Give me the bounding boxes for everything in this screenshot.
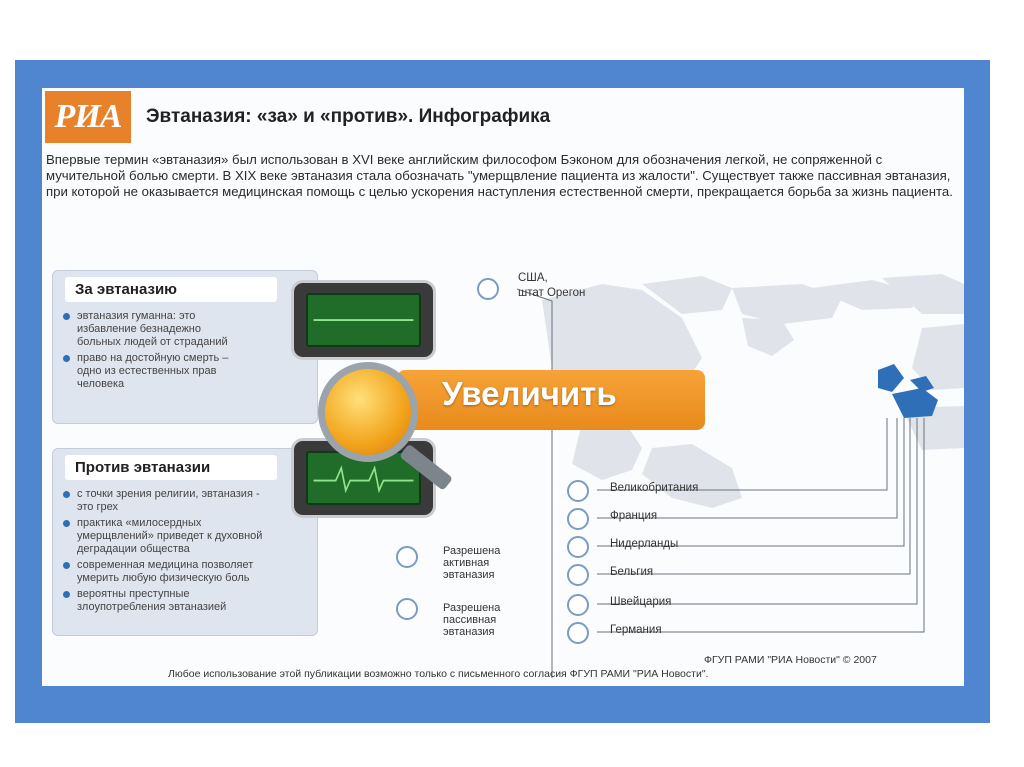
country-label: Франция [610, 510, 658, 522]
ria-logo: РИА [45, 91, 131, 143]
country-label: Великобритания [610, 482, 699, 494]
zoom-button-label[interactable]: Увеличить [442, 375, 617, 412]
monitor-flatline [291, 280, 436, 360]
magnifier-icon[interactable] [318, 362, 418, 462]
contra-item: практика «милосердных умерщвлений» приведет к духовной деградации общества [77, 517, 265, 556]
intro-text: Впервые термин «эвтаназия» был использован в XVI веке английским философом Бэконом для обозначения легкой, не сопряженной с мучительной болью смерти. В XIX веке эвтаназия стала обозначать "умерщвление пациента из жалости". Существует также пассивная эвтаназия, при которой не оказывается медицинская помощь с целью ускорения наступления естественной смерти, прекращается борьба за жизнь пациента. [46, 152, 953, 199]
pill-icon [567, 594, 589, 616]
legend-active [443, 545, 500, 581]
monitor-screen [306, 293, 421, 347]
legend-passive [443, 602, 500, 638]
legend-passive-line: эвтаназия [443, 626, 495, 638]
legend-passive-line: пассивная [443, 614, 497, 626]
pill-icon [396, 598, 418, 620]
contra-list [53, 488, 317, 614]
infographic [42, 88, 964, 686]
usa-state-label: штат Орегон [518, 287, 586, 299]
contra-heading: Против эвтаназии [65, 455, 277, 480]
contra-item: вероятны преступные злоупотребления эвтаназией [77, 588, 265, 614]
pill-icon [567, 622, 589, 644]
contra-item: с точки зрения религии, эвтаназия - это грех [77, 488, 265, 514]
page-title: Эвтаназия: «за» и «против». Инфографика [146, 106, 551, 127]
syringe-icon [567, 564, 589, 586]
pro-heading: За эвтаназию [65, 277, 277, 302]
country-label: Германия [610, 624, 662, 636]
legend-active-line: эвтаназия [443, 569, 495, 581]
usage-notice: Любое использование этой публикации возможно только с письменного согласия ФГУП РАМИ "РИА Новости". [168, 668, 709, 680]
pro-panel [52, 270, 318, 424]
country-label: Швейцария [610, 596, 672, 608]
pro-item: право на достойную смерть – одно из естественных прав человека [77, 352, 245, 391]
syringe-icon [567, 536, 589, 558]
syringe-icon [396, 546, 418, 568]
pro-item: эвтаназия гуманна: это избавление безнадежно больных людей от страданий [77, 310, 245, 349]
country-label: Нидерланды [610, 538, 679, 550]
pill-icon [567, 508, 589, 530]
contra-panel [52, 448, 318, 636]
contra-item: современная медицина позволяет умерить любую физическую боль [77, 559, 265, 585]
syringe-icon [477, 278, 499, 300]
legend-passive-line: Разрешена [443, 602, 501, 614]
pill-icon [567, 480, 589, 502]
country-label: Бельгия [610, 566, 654, 578]
flatline-icon [308, 295, 419, 345]
usa-label: США, [518, 272, 548, 284]
pro-list [53, 310, 317, 391]
legend-active-line: Разрешена [443, 545, 501, 557]
legend-active-line: активная [443, 557, 490, 569]
copyright-text: ФГУП РАМИ "РИА Новости" © 2007 [704, 654, 877, 666]
